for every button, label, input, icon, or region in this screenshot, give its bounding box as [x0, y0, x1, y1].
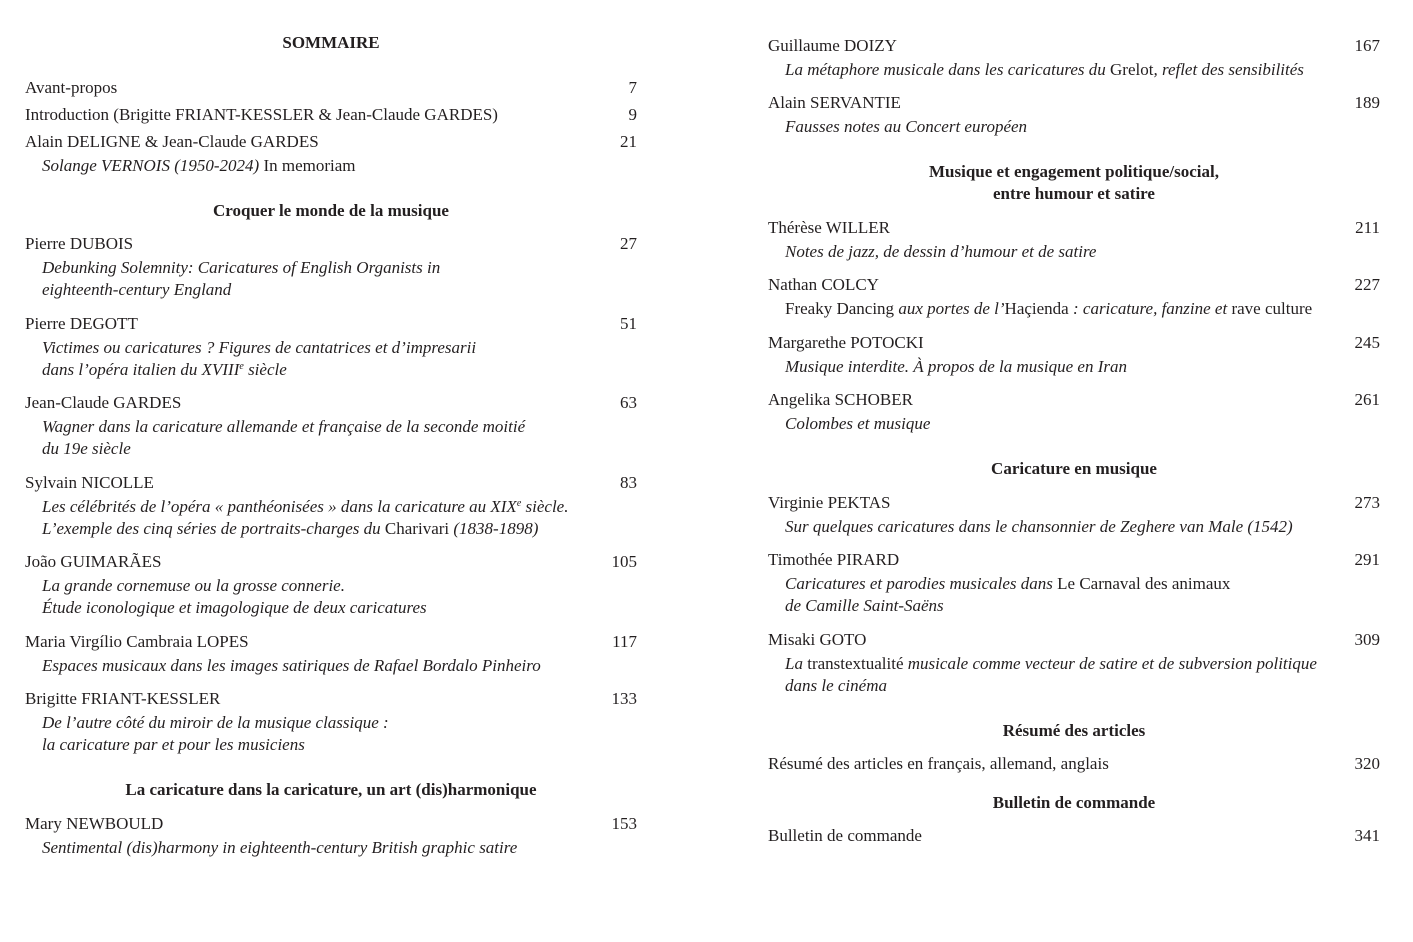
entry-author-row — [768, 32, 1380, 59]
entry-page-number: 320 — [1354, 754, 1380, 773]
title-segment: Colombes et musique — [785, 414, 931, 433]
entry-title-line — [25, 337, 637, 359]
section-header — [768, 161, 1380, 205]
title-segment: Haçienda — [1004, 299, 1073, 318]
entry-author-row — [25, 74, 637, 101]
toc-entry — [768, 750, 1380, 777]
entry-author-row — [768, 750, 1380, 777]
title-segment: de Camille Saint-Saëns — [785, 596, 944, 615]
entry-title-line — [768, 595, 1380, 617]
section-header-line: SOMMAIRE — [282, 33, 380, 52]
entry-page-number: 21 — [620, 131, 637, 151]
entry-author: João GUIMARÃES — [25, 552, 162, 571]
title-segment: In memoriam — [259, 155, 356, 175]
entry-page-number: 117 — [612, 631, 637, 651]
entry-author-row — [25, 548, 637, 575]
entry-title-line — [768, 675, 1380, 697]
toc-entry — [25, 74, 637, 101]
title-segment: dans l’opéra italien du XVIII — [42, 359, 240, 379]
entry-author: Sylvain NICOLLE — [25, 472, 154, 492]
entry-author: Résumé des articles en français, allemand, anglais — [768, 754, 1109, 773]
entry-author: Maria Virgílio Cambraia LOPES — [25, 631, 249, 651]
title-segment: L’exemple des cinq séries de portraits-charges du — [42, 518, 381, 538]
toc-entry — [768, 329, 1380, 378]
section-header — [768, 720, 1380, 742]
title-segment: eighteenth-century England — [42, 280, 232, 299]
entry-author-row — [768, 271, 1380, 298]
title-segment: du 19e siècle — [42, 439, 131, 458]
section-header — [768, 792, 1380, 814]
title-segment: Charivari — [380, 518, 454, 538]
entry-title-line — [768, 573, 1380, 595]
title-segment: siècle — [243, 359, 287, 379]
entry-title-line — [25, 155, 637, 177]
title-segment: Victimes ou caricatures ? Figures de cantatrices et d’impresarii — [42, 337, 477, 357]
entry-author-row — [25, 230, 637, 257]
title-segment: Sur quelques caricatures dans le chansonnier de Zeghere van Male (1542) — [785, 516, 1293, 536]
entry-author: Introduction (Brigitte FRIANT-KESSLER & Jean-Claude GARDES) — [25, 104, 498, 124]
section-header — [768, 458, 1380, 480]
entry-page-number: 167 — [1354, 35, 1380, 55]
entry-title-line — [25, 597, 637, 619]
entry-author-row — [25, 628, 637, 655]
entry-author: Angelika SCHOBER — [768, 390, 913, 409]
entry-author: Timothée PIRARD — [768, 550, 900, 569]
title-segment: Sentimental (dis)harmony in eighteenth-century British graphic satire — [42, 837, 518, 857]
entry-page-number: 309 — [1354, 629, 1380, 649]
entry-title-line — [25, 655, 637, 677]
entry-author-row — [768, 386, 1380, 413]
title-segment: La grande cornemuse ou la grosse connerie. — [42, 576, 345, 595]
title-segment: Solange VERNOIS (1950-2024) — [42, 155, 260, 175]
entry-page-number: 133 — [611, 689, 637, 708]
title-segment: musicale comme vecteur de satire et de subversion politique — [907, 653, 1317, 673]
title-segment: La — [785, 653, 803, 673]
title-segment: Le Carnaval des animaux — [1052, 574, 1231, 593]
entry-page-number: 341 — [1354, 826, 1380, 845]
entry-author: Jean-Claude GARDES — [25, 393, 182, 412]
entry-author: Margarethe POTOCKI — [768, 332, 924, 352]
entry-author-row — [768, 329, 1380, 356]
entry-author-row — [25, 128, 637, 155]
title-segment: Fausses notes au Concert européen — [785, 117, 1028, 136]
title-segment: Les célébrités de l’opéra « panthéonisées » dans la caricature au XIX — [42, 496, 517, 516]
toc-entry — [768, 32, 1380, 81]
title-segment: siècle. — [521, 496, 569, 516]
toc-entry — [25, 128, 637, 177]
title-segment: e — [239, 360, 244, 372]
section-header-line: Caricature en musique — [991, 459, 1157, 478]
title-segment: De l’autre côté du miroir de la musique classique : — [42, 713, 389, 732]
entry-title-line — [25, 712, 637, 734]
entry-page-number: 27 — [620, 234, 637, 253]
title-segment: la caricature par et pour les musiciens — [42, 735, 305, 754]
title-segment: aux portes de l’ — [898, 299, 1005, 318]
toc-column-right — [768, 0, 1380, 849]
entry-title-line — [25, 496, 637, 518]
entry-page-number: 9 — [628, 104, 637, 124]
toc-entry — [25, 810, 637, 859]
title-segment: (1838-1898) — [453, 518, 539, 538]
entry-page-number: 261 — [1354, 390, 1380, 409]
section-header-line: Musique et engagement politique/social, — [929, 162, 1219, 181]
title-segment: La métaphore musicale dans les caricatures du — [785, 59, 1106, 79]
entry-author-row — [768, 626, 1380, 653]
entry-title-line — [768, 59, 1380, 81]
entry-author: Bulletin de commande — [768, 826, 922, 845]
toc-entry — [768, 89, 1380, 138]
entry-author-row — [768, 89, 1380, 116]
entry-author-row — [768, 214, 1380, 241]
entry-author-row — [25, 810, 637, 837]
entry-author-row — [768, 489, 1380, 516]
section-header-line: La caricature dans la caricature, un art (dis)harmonique — [125, 780, 537, 799]
toc-entry — [768, 822, 1380, 849]
entry-author-row — [25, 101, 637, 128]
entry-title-line — [25, 837, 637, 859]
entry-author: Pierre DUBOIS — [25, 234, 134, 253]
entry-page-number: 189 — [1354, 93, 1380, 112]
entry-page-number: 291 — [1354, 550, 1380, 569]
entry-author: Misaki GOTO — [768, 629, 867, 649]
entry-author-row — [25, 310, 637, 337]
entry-page-number: 63 — [620, 393, 637, 412]
toc-entry — [25, 469, 637, 540]
title-segment: Debunking Solemnity: Caricatures of English Organists in — [42, 258, 441, 277]
title-segment: : caricature, fanzine et — [1072, 299, 1228, 318]
entry-title-line — [768, 356, 1380, 378]
toc-entry — [768, 626, 1380, 697]
entry-author-row — [768, 546, 1380, 573]
entry-author: Pierre DEGOTT — [25, 313, 138, 333]
entry-author: Alain DELIGNE & Jean-Claude GARDES — [25, 131, 319, 151]
toc-entry — [25, 685, 637, 756]
toc-entry — [25, 230, 637, 301]
section-header — [25, 200, 637, 222]
entry-author: Nathan COLCY — [768, 275, 879, 294]
entry-title-line — [25, 734, 637, 756]
entry-author: Brigitte FRIANT-KESSLER — [25, 689, 221, 708]
section-header-line: Bulletin de commande — [992, 792, 1156, 812]
entry-author-row — [25, 685, 637, 712]
entry-title-line — [25, 518, 637, 540]
toc-entry — [768, 271, 1380, 320]
entry-author-row — [25, 469, 637, 496]
title-segment: , reflet des sensibilités — [1153, 59, 1304, 79]
title-segment: Caricatures et parodies musicales dans — [785, 574, 1053, 593]
entry-page-number: 51 — [620, 313, 637, 333]
entry-page-number: 211 — [1355, 217, 1380, 237]
entry-title-line — [25, 416, 637, 438]
entry-title-line — [768, 116, 1380, 138]
title-segment: Freaky Dancing — [785, 299, 899, 318]
entry-author: Avant-propos — [25, 77, 118, 97]
toc-title — [25, 32, 637, 54]
entry-title-line — [25, 575, 637, 597]
title-segment: Notes de jazz, de dessin d’humour et de satire — [785, 241, 1097, 261]
toc-column-left — [25, 0, 637, 867]
entry-page-number: 273 — [1354, 492, 1380, 512]
toc-entry — [25, 389, 637, 460]
toc-entry — [768, 546, 1380, 617]
entry-page-number: 105 — [611, 552, 637, 571]
entry-title-line — [25, 359, 637, 381]
toc-entry — [25, 628, 637, 677]
toc-entry — [25, 101, 637, 128]
title-segment: Musique interdite. À propos de la musique en Iran — [785, 356, 1128, 376]
entry-author: Guillaume DOIZY — [768, 35, 897, 55]
title-segment: Grelot — [1105, 59, 1154, 79]
title-segment: transtextualité — [802, 653, 908, 673]
entry-title-line — [768, 298, 1380, 320]
entry-author: Mary NEWBOULD — [25, 813, 164, 833]
title-segment: Espaces musicaux dans les images satiriques de Rafael Bordalo Pinheiro — [42, 655, 541, 675]
section-header-line: Résumé des articles — [1002, 720, 1146, 740]
entry-title-line — [768, 241, 1380, 263]
section-header — [25, 779, 637, 801]
entry-title-line — [768, 653, 1380, 675]
entry-author-row — [768, 822, 1380, 849]
entry-page-number: 83 — [620, 472, 637, 492]
entry-author: Alain SERVANTIE — [768, 93, 901, 112]
entry-title-line — [25, 279, 637, 301]
entry-author: Thérèse WILLER — [768, 217, 890, 237]
toc-entry — [768, 214, 1380, 263]
entry-author: Virginie PEKTAS — [768, 492, 891, 512]
entry-title-line — [25, 438, 637, 460]
entry-title-line — [768, 516, 1380, 538]
entry-author-row — [25, 389, 637, 416]
entry-page-number: 227 — [1354, 275, 1380, 294]
section-header-line: Croquer le monde de la musique — [213, 200, 449, 220]
title-segment: Étude iconologique et imagologique de deux caricatures — [42, 598, 427, 617]
title-segment: Wagner dans la caricature allemande et française de la seconde moitié — [42, 417, 526, 436]
entry-page-number: 153 — [611, 813, 637, 833]
title-segment: e — [516, 497, 522, 509]
title-segment: rave culture — [1227, 299, 1313, 318]
toc-entry — [768, 489, 1380, 538]
title-segment: dans le cinéma — [785, 675, 887, 695]
toc-entry — [768, 386, 1380, 435]
section-header-line: entre humour et satire — [993, 184, 1155, 203]
entry-title-line — [25, 257, 637, 279]
entry-title-line — [768, 413, 1380, 435]
toc-entry — [25, 548, 637, 619]
entry-page-number: 7 — [628, 77, 637, 97]
entry-page-number: 245 — [1354, 332, 1380, 352]
toc-entry — [25, 310, 637, 381]
